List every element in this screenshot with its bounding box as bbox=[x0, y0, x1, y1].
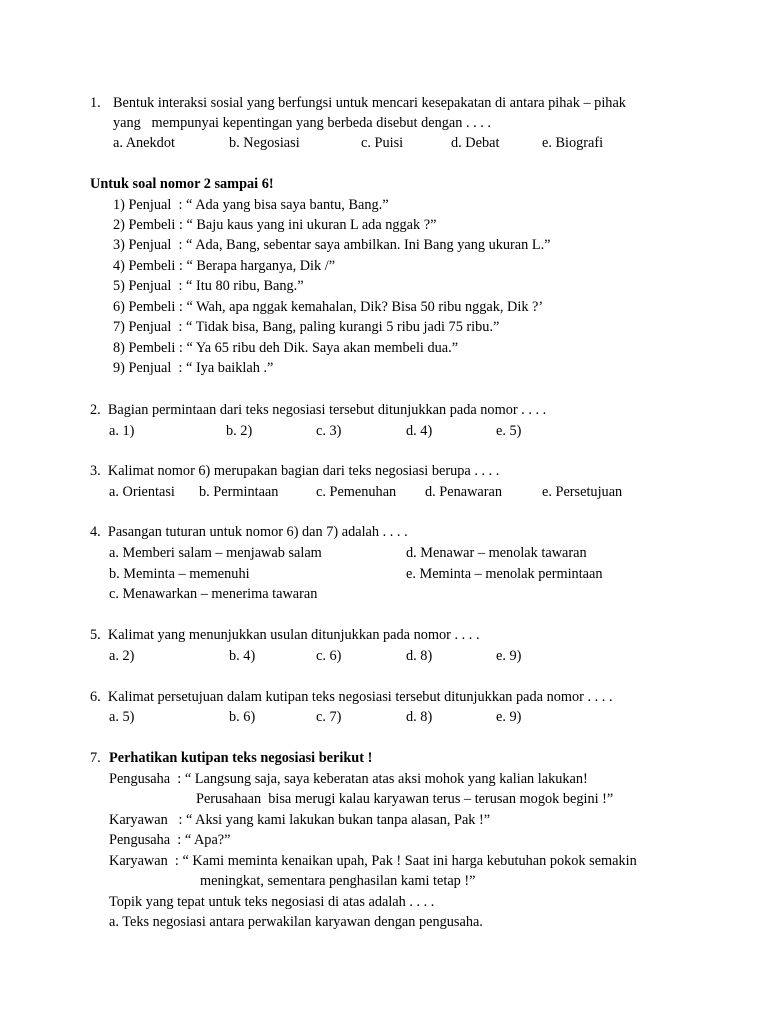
q7-heading: Perhatikan kutipan teks negosiasi berikut ! bbox=[109, 750, 373, 766]
dialog-line-3: 3) Penjual : “ Ada, Bang, sebentar saya ambilkan. Ini Bang yang ukuran L.” bbox=[113, 237, 551, 253]
q6-option-a: a. 5) bbox=[109, 709, 135, 725]
q3-option-d: d. Penawaran bbox=[425, 484, 503, 500]
dialog-line-4: 4) Pembeli : “ Berapa harganya, Dik /” bbox=[113, 258, 336, 274]
q1-text-line1: Bentuk interaksi sosial yang berfungsi untuk mencari kesepakatan di antara pihak – pihak bbox=[113, 95, 626, 111]
q7-line-7: Topik yang tepat untuk teks negosiasi di atas adalah . . . . bbox=[109, 894, 435, 910]
q4-option-c: c. Menawarkan – menerima tawaran bbox=[109, 586, 318, 602]
q3-option-a: a. Orientasi bbox=[109, 484, 175, 500]
q2-option-e: e. 5) bbox=[496, 423, 522, 439]
dialog-line-1: 1) Penjual : “ Ada yang bisa saya bantu, Bang.” bbox=[113, 197, 389, 213]
q4-option-b: b. Meminta – memenuhi bbox=[109, 566, 250, 582]
q2-option-d: d. 4) bbox=[406, 423, 433, 439]
q6-option-c: c. 7) bbox=[316, 709, 342, 725]
q1-option-e: e. Biografi bbox=[542, 135, 604, 151]
q7-line-4: Pengusaha : “ Apa?” bbox=[109, 832, 231, 848]
dialog-line-9: 9) Penjual : “ Iya baiklah .” bbox=[113, 360, 274, 376]
q3-option-c: c. Pemenuhan bbox=[316, 484, 397, 500]
q6-text: 6. Kalimat persetujuan dalam kutipan teks negosiasi tersebut ditunjukkan pada nomor . . . . bbox=[90, 689, 613, 705]
q6-option-b: b. 6) bbox=[229, 709, 256, 725]
q2-text: 2. Bagian permintaan dari teks negosiasi tersebut ditunjukkan pada nomor . . . . bbox=[90, 402, 547, 418]
dialog-line-6: 6) Pembeli : “ Wah, apa nggak kemahalan, Dik? Bisa 50 ribu nggak, Dik ?’ bbox=[113, 299, 544, 315]
q5-option-e: e. 9) bbox=[496, 648, 522, 664]
section-heading: Untuk soal nomor 2 sampai 6! bbox=[90, 176, 274, 192]
q5-option-b: b. 4) bbox=[229, 648, 256, 664]
q1-option-d: d. Debat bbox=[451, 135, 500, 151]
q7-line-2: Perusahaan bisa merugi kalau karyawan terus – terusan mogok begini !” bbox=[196, 791, 614, 807]
q5-option-d: d. 8) bbox=[406, 648, 433, 664]
q5-option-c: c. 6) bbox=[316, 648, 342, 664]
q2-option-a: a. 1) bbox=[109, 423, 135, 439]
q7-line-3: Karyawan : “ Aksi yang kami lakukan bukan tanpa alasan, Pak !” bbox=[109, 812, 491, 828]
q1-option-a: a. Anekdot bbox=[113, 135, 175, 151]
q5-text: 5. Kalimat yang menunjukkan usulan ditunjukkan pada nomor . . . . bbox=[90, 627, 480, 643]
q1-option-b: b. Negosiasi bbox=[229, 135, 300, 151]
q3-text: 3. Kalimat nomor 6) merupakan bagian dari teks negosiasi berupa . . . . bbox=[90, 463, 500, 479]
q1-option-c: c. Puisi bbox=[361, 135, 404, 151]
q7-line-5: Karyawan : “ Kami meminta kenaikan upah, Pak ! Saat ini harga kebutuhan pokok semakin bbox=[109, 853, 637, 869]
q1-text-line2: yang mempunyai kepentingan yang berbeda disebut dengan . . . . bbox=[113, 115, 491, 131]
q3-option-e: e. Persetujuan bbox=[542, 484, 623, 500]
dialog-line-8: 8) Pembeli : “ Ya 65 ribu deh Dik. Saya akan membeli dua.” bbox=[113, 340, 459, 356]
q2-option-c: c. 3) bbox=[316, 423, 342, 439]
q4-text: 4. Pasangan tuturan untuk nomor 6) dan 7) adalah . . . . bbox=[90, 524, 408, 540]
q4-option-d: d. Menawar – menolak tawaran bbox=[406, 545, 587, 561]
q7-line-6: meningkat, sementara penghasilan kami tetap !” bbox=[200, 873, 476, 889]
q6-option-e: e. 9) bbox=[496, 709, 522, 725]
q7-line-1: Pengusaha : “ Langsung saja, saya keberatan atas aksi mohok yang kalian lakukan! bbox=[109, 771, 588, 787]
q4-option-a: a. Memberi salam – menjawab salam bbox=[109, 545, 322, 561]
dialog-line-7: 7) Penjual : “ Tidak bisa, Bang, paling kurangi 5 ribu jadi 75 ribu.” bbox=[113, 319, 500, 335]
dialog-line-5: 5) Penjual : “ Itu 80 ribu, Bang.” bbox=[113, 278, 304, 294]
q4-option-e: e. Meminta – menolak permintaan bbox=[406, 566, 603, 582]
dialog-line-2: 2) Pembeli : “ Baju kaus yang ini ukuran L ada nggak ?” bbox=[113, 217, 437, 233]
q7-number: 7. bbox=[90, 750, 101, 766]
q2-option-b: b. 2) bbox=[226, 423, 253, 439]
q6-option-d: d. 8) bbox=[406, 709, 433, 725]
q3-option-b: b. Permintaan bbox=[199, 484, 279, 500]
q7-line-8: a. Teks negosiasi antara perwakilan karyawan dengan pengusaha. bbox=[109, 914, 483, 930]
q5-option-a: a. 2) bbox=[109, 648, 135, 664]
q1-number: 1. bbox=[90, 95, 101, 111]
